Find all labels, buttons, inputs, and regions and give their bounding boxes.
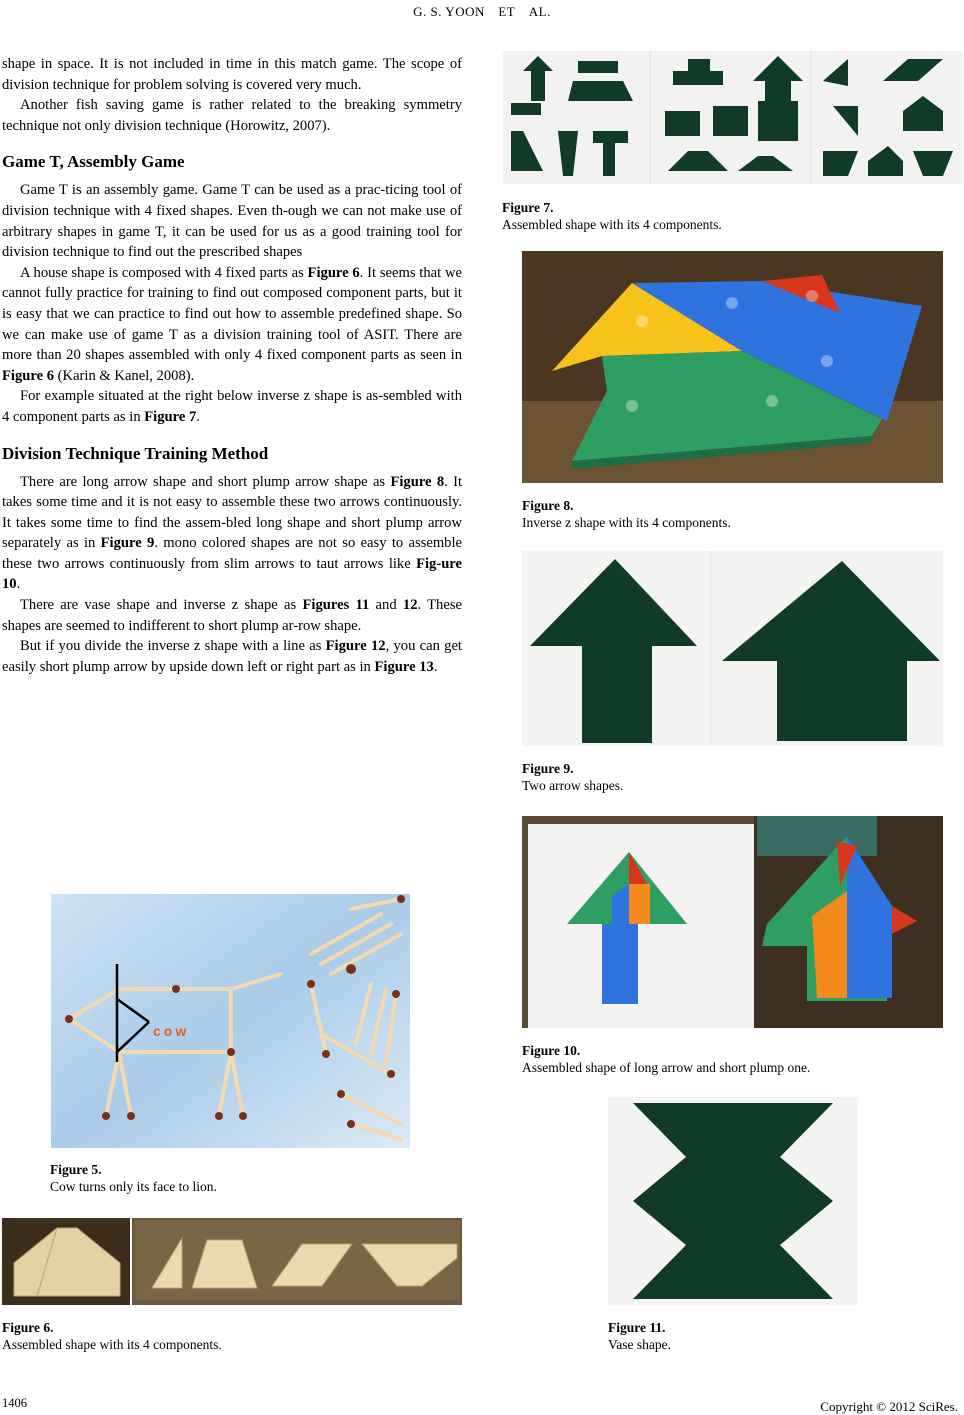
figure-10-image (522, 816, 943, 1028)
paragraph-2: Another fish saving game is rather related to the breaking symmetry technique not only division technique (Horowitz, 2007). (2, 97, 462, 134)
figure-6-image (2, 1218, 462, 1305)
left-column (2, 54, 462, 677)
figure-9-image (522, 551, 943, 746)
figure-7-image (503, 51, 963, 184)
figure-11-caption: Figure 11. Vase shape. (608, 1320, 671, 1352)
figure-6-caption: Figure 6. Assembled shape with its 4 components. (2, 1320, 222, 1352)
paragraph-7: There are vase shape and inverse z shape as Figures 11 and 12. These shapes are seemed to indifferent to short plump ar-row shape. (2, 597, 462, 634)
running-header: G. S. YOON ET AL. (413, 4, 551, 19)
paragraph-4: A house shape is composed with 4 fixed parts as Figure 6. It seems that we cannot fully practice for training to find out composed component parts, but it is easy that we can practice to find out how to assemble predefined shape. So we can make use of game T as a division training tool of ASIT. There are more than 20 shapes assembled with only 4 fixed component parts as seen in Figure 6 (Karin & Kanel, 2008). (2, 264, 462, 384)
paragraph-8: But if you divide the inverse z shape with a line as Figure 12, you can get easily short plump arrow by upside down left or right part as in Figure 13. (2, 638, 462, 675)
paragraph-3: Game T is an assembly game. Game T can be used as a prac-ticing tool of division technique with 4 fixed shapes. Even th-ough we can not make use of arbitrary shapes in game T, it can be used for us as a good training tool for division technique to find out the prescribed shapes (2, 182, 462, 261)
figure-5-image (51, 894, 410, 1148)
figure-7-caption: Figure 7. Assembled shape with its 4 components. (502, 200, 722, 232)
paragraph-6: There are long arrow shape and short plump arrow shape as Figure 8. It takes some time and it is not easy to assemble these two arrows continuously. It takes some time to find the assem-bled long shape and short plump arrow separately as in Figure 9. mono colored shapes are not so easy to assemble these two arrows continuously from slim arrows to taut arrows like Fig-ure 10. (2, 473, 462, 593)
figure-5-caption: Figure 5. Cow turns only its face to lion. (50, 1162, 217, 1194)
figure-10-caption: Figure 10. Assembled shape of long arrow and short plump one. (522, 1043, 811, 1075)
figure-8-caption: Figure 8. Inverse z shape with its 4 components. (522, 498, 731, 530)
paragraph-1: shape in space. It is not included in time in this match game. The scope of division technique for problem solving is covered very much. (2, 56, 462, 93)
copyright: Copyright © 2012 SciRes. (820, 1399, 958, 1414)
section-heading-game-t: Game T, Assembly Game (2, 152, 185, 172)
figure-11-image (608, 1097, 858, 1305)
paragraph-5: For example situated at the right below inverse z shape is as-sembled with 4 component parts as in Figure 7. (2, 388, 462, 425)
figure-5-cow-label: cow (153, 1023, 190, 1039)
section-heading-division: Division Technique Training Method (2, 443, 269, 463)
figure-9-caption: Figure 9. Two arrow shapes. (522, 761, 624, 793)
figure-8-image (522, 251, 943, 483)
page-number: 1406 (2, 1396, 27, 1410)
